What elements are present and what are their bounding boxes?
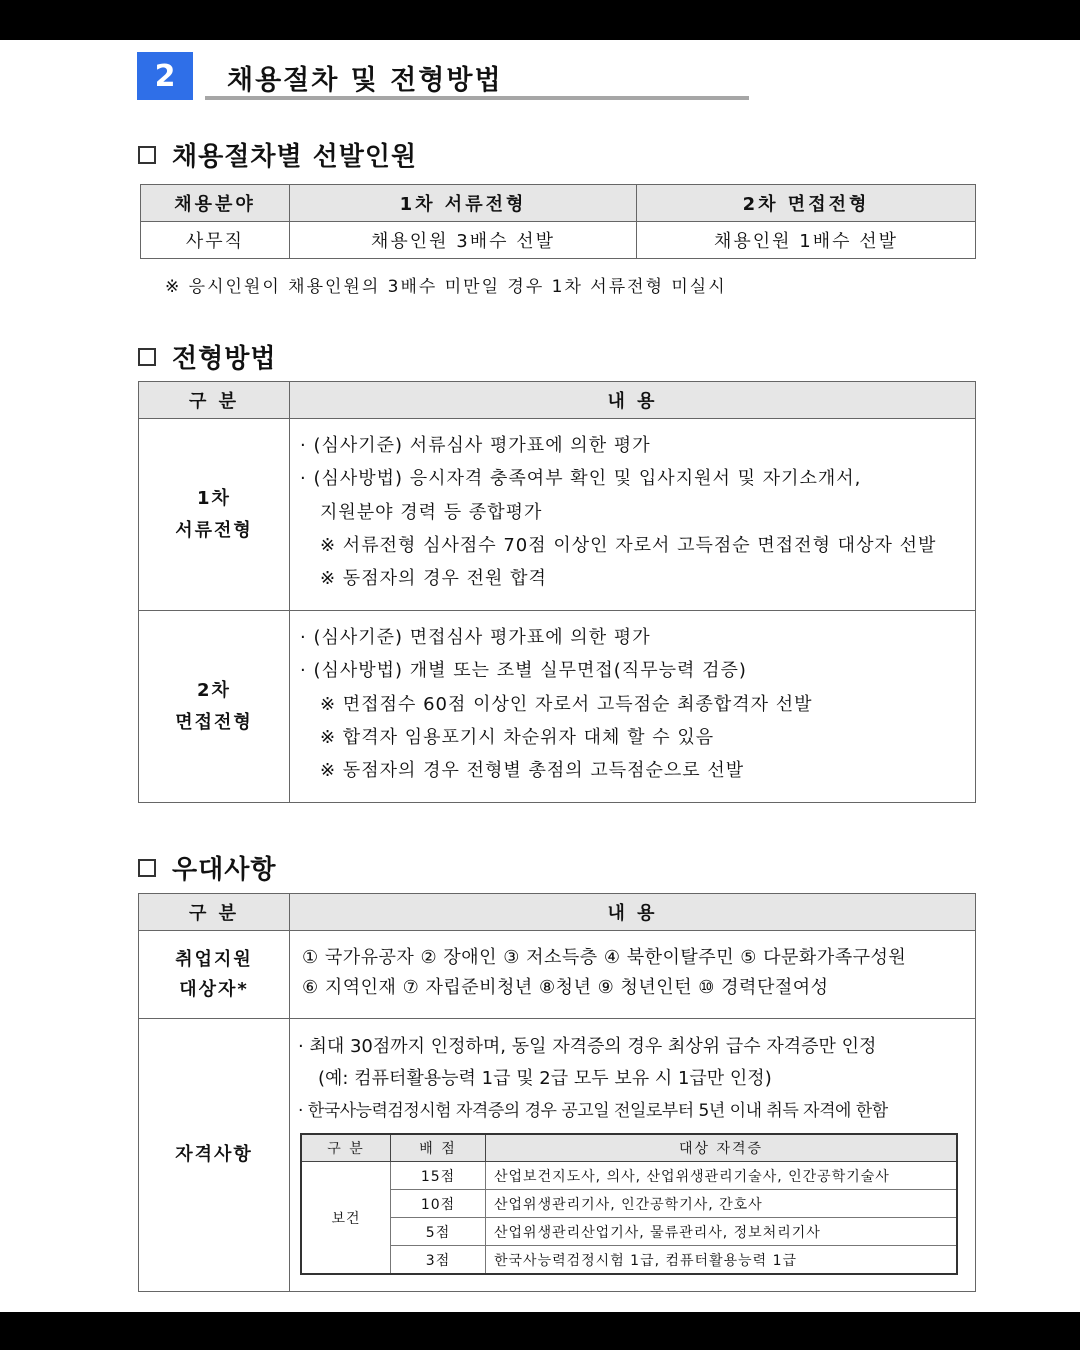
section-header	[137, 52, 757, 102]
content-line: · 한국사능력검정시험 자격증의 경우 공고일 전일로부터 5년 이내 취득 자격에 한함	[298, 1101, 888, 1121]
round2-label	[139, 611, 290, 803]
qualification-label: 자격사항	[139, 1019, 290, 1292]
content-note: ※ 동점자의 경우 전원 합격	[320, 568, 547, 590]
subsection-title: 우대사항	[172, 855, 277, 885]
table-cell: 채용인원 1배수 선발	[637, 222, 976, 259]
content-note: ※ 동점자의 경우 전형별 총점의 고득점순으로 선발	[320, 760, 745, 782]
inner-score-cell: 15점	[391, 1162, 486, 1190]
selection-table	[140, 184, 976, 259]
content-line: · (심사방법) 개별 또는 조별 실무면접(직무능력 검증)	[300, 660, 747, 682]
round1-content	[290, 419, 976, 611]
inner-header-cell: 구 분	[301, 1134, 391, 1162]
table-row	[141, 222, 976, 259]
inner-score-cell: 5점	[391, 1218, 486, 1246]
method-table	[138, 381, 976, 803]
content-line: ⑥ 지역인재 ⑦ 자립준비청년 ⑧청년 ⑨ 청년인턴 ⑩ 경력단절여성	[302, 977, 829, 998]
subsection-title: 전형방법	[172, 344, 277, 374]
label-line: 취업지원	[175, 948, 253, 970]
inner-header-cell: 배 점	[391, 1134, 486, 1162]
content-note: ※ 면접점수 60점 이상인 자로서 고득점순 최종합격자 선발	[320, 693, 813, 715]
content-note: ※ 서류전형 심사점수 70점 이상인 자로서 고득점순 면접전형 대상자 선발	[320, 534, 937, 556]
table-row	[139, 611, 976, 803]
checkbox-square-icon	[138, 859, 156, 877]
label-line: 면접전형	[175, 711, 253, 733]
subsection-title: 채용절차별 선발인원	[172, 142, 418, 172]
table-cell: 채용인원 3배수 선발	[290, 222, 637, 259]
table-header-row	[139, 894, 976, 931]
content-line: (예: 컴퓨터활용능력 1급 및 2급 모두 보유 시 1급만 인정)	[318, 1068, 772, 1089]
subsection-preference-heading	[138, 849, 276, 886]
checkbox-square-icon	[138, 146, 156, 164]
inner-score-cell: 10점	[391, 1190, 486, 1218]
header-cell: 구 분	[139, 894, 290, 931]
inner-row	[301, 1218, 957, 1246]
header-cell: 채용분야	[141, 185, 290, 222]
content-line: · (심사기준) 서류심사 평가표에 의한 평가	[300, 435, 651, 456]
content-line: · (심사방법) 응시자격 충족여부 확인 및 입사지원서 및 자기소개서,	[300, 468, 862, 490]
header-cell: 내 용	[290, 894, 976, 931]
section-title: 채용절차 및 전형방법	[227, 65, 503, 96]
section-underline	[205, 96, 749, 100]
section-number: 2	[137, 52, 193, 100]
inner-score-cell: 3점	[391, 1246, 486, 1275]
inner-header-row	[301, 1134, 957, 1162]
subsection-selection-heading	[138, 136, 417, 173]
table-header-row	[141, 185, 976, 222]
table-row	[139, 419, 976, 611]
label-line: 1차	[197, 487, 231, 509]
inner-certs-cell: 산업위생관리산업기사, 물류관리사, 정보처리기사	[486, 1218, 958, 1246]
preference-table	[138, 893, 976, 1292]
qualification-content	[290, 1019, 976, 1292]
header-cell: 내 용	[290, 382, 976, 419]
employment-label	[139, 931, 290, 1019]
inner-row	[301, 1190, 957, 1218]
inner-row	[301, 1246, 957, 1275]
header-cell: 1차 서류전형	[290, 185, 637, 222]
label-line: 2차	[197, 679, 231, 701]
qualification-score-table	[300, 1133, 958, 1275]
header-cell: 구 분	[139, 382, 290, 419]
label-line: 서류전형	[175, 519, 253, 541]
content-line: · (심사기준) 면접심사 평가표에 의한 평가	[300, 627, 651, 648]
inner-row	[301, 1162, 957, 1190]
table-row	[139, 1019, 976, 1292]
document-page	[0, 40, 1080, 1312]
table-row	[139, 931, 976, 1019]
content-line: · 최대 30점까지 인정하며, 동일 자격증의 경우 최상위 급수 자격증만 인정	[298, 1036, 877, 1057]
content-line: 지원분야 경력 등 종합평가	[320, 501, 543, 523]
header-cell: 2차 면접전형	[637, 185, 976, 222]
selection-note: ※ 응시인원이 채용인원의 3배수 미만일 경우 1차 서류전형 미실시	[165, 277, 727, 297]
checkbox-square-icon	[138, 348, 156, 366]
table-cell: 사무직	[141, 222, 290, 259]
round1-label	[139, 419, 290, 611]
table-header-row	[139, 382, 976, 419]
inner-category-cell: 보건	[301, 1162, 391, 1275]
subsection-method-heading	[138, 338, 276, 375]
inner-header-cell: 대상 자격증	[486, 1134, 958, 1162]
employment-content	[290, 931, 976, 1019]
inner-certs-cell: 산업보건지도사, 의사, 산업위생관리기술사, 인간공학기술사	[486, 1162, 958, 1190]
round2-content	[290, 611, 976, 803]
content-note: ※ 합격자 임용포기시 차순위자 대체 할 수 있음	[320, 726, 715, 748]
label-line: 대상자*	[179, 978, 249, 1000]
inner-certs-cell: 산업위생관리기사, 인간공학기사, 간호사	[486, 1190, 958, 1218]
content-line: ① 국가유공자 ② 장애인 ③ 저소득층 ④ 북한이탈주민 ⑤ 다문화가족구성원	[302, 947, 907, 968]
inner-certs-cell: 한국사능력검정시험 1급, 컴퓨터활용능력 1급	[486, 1246, 958, 1275]
